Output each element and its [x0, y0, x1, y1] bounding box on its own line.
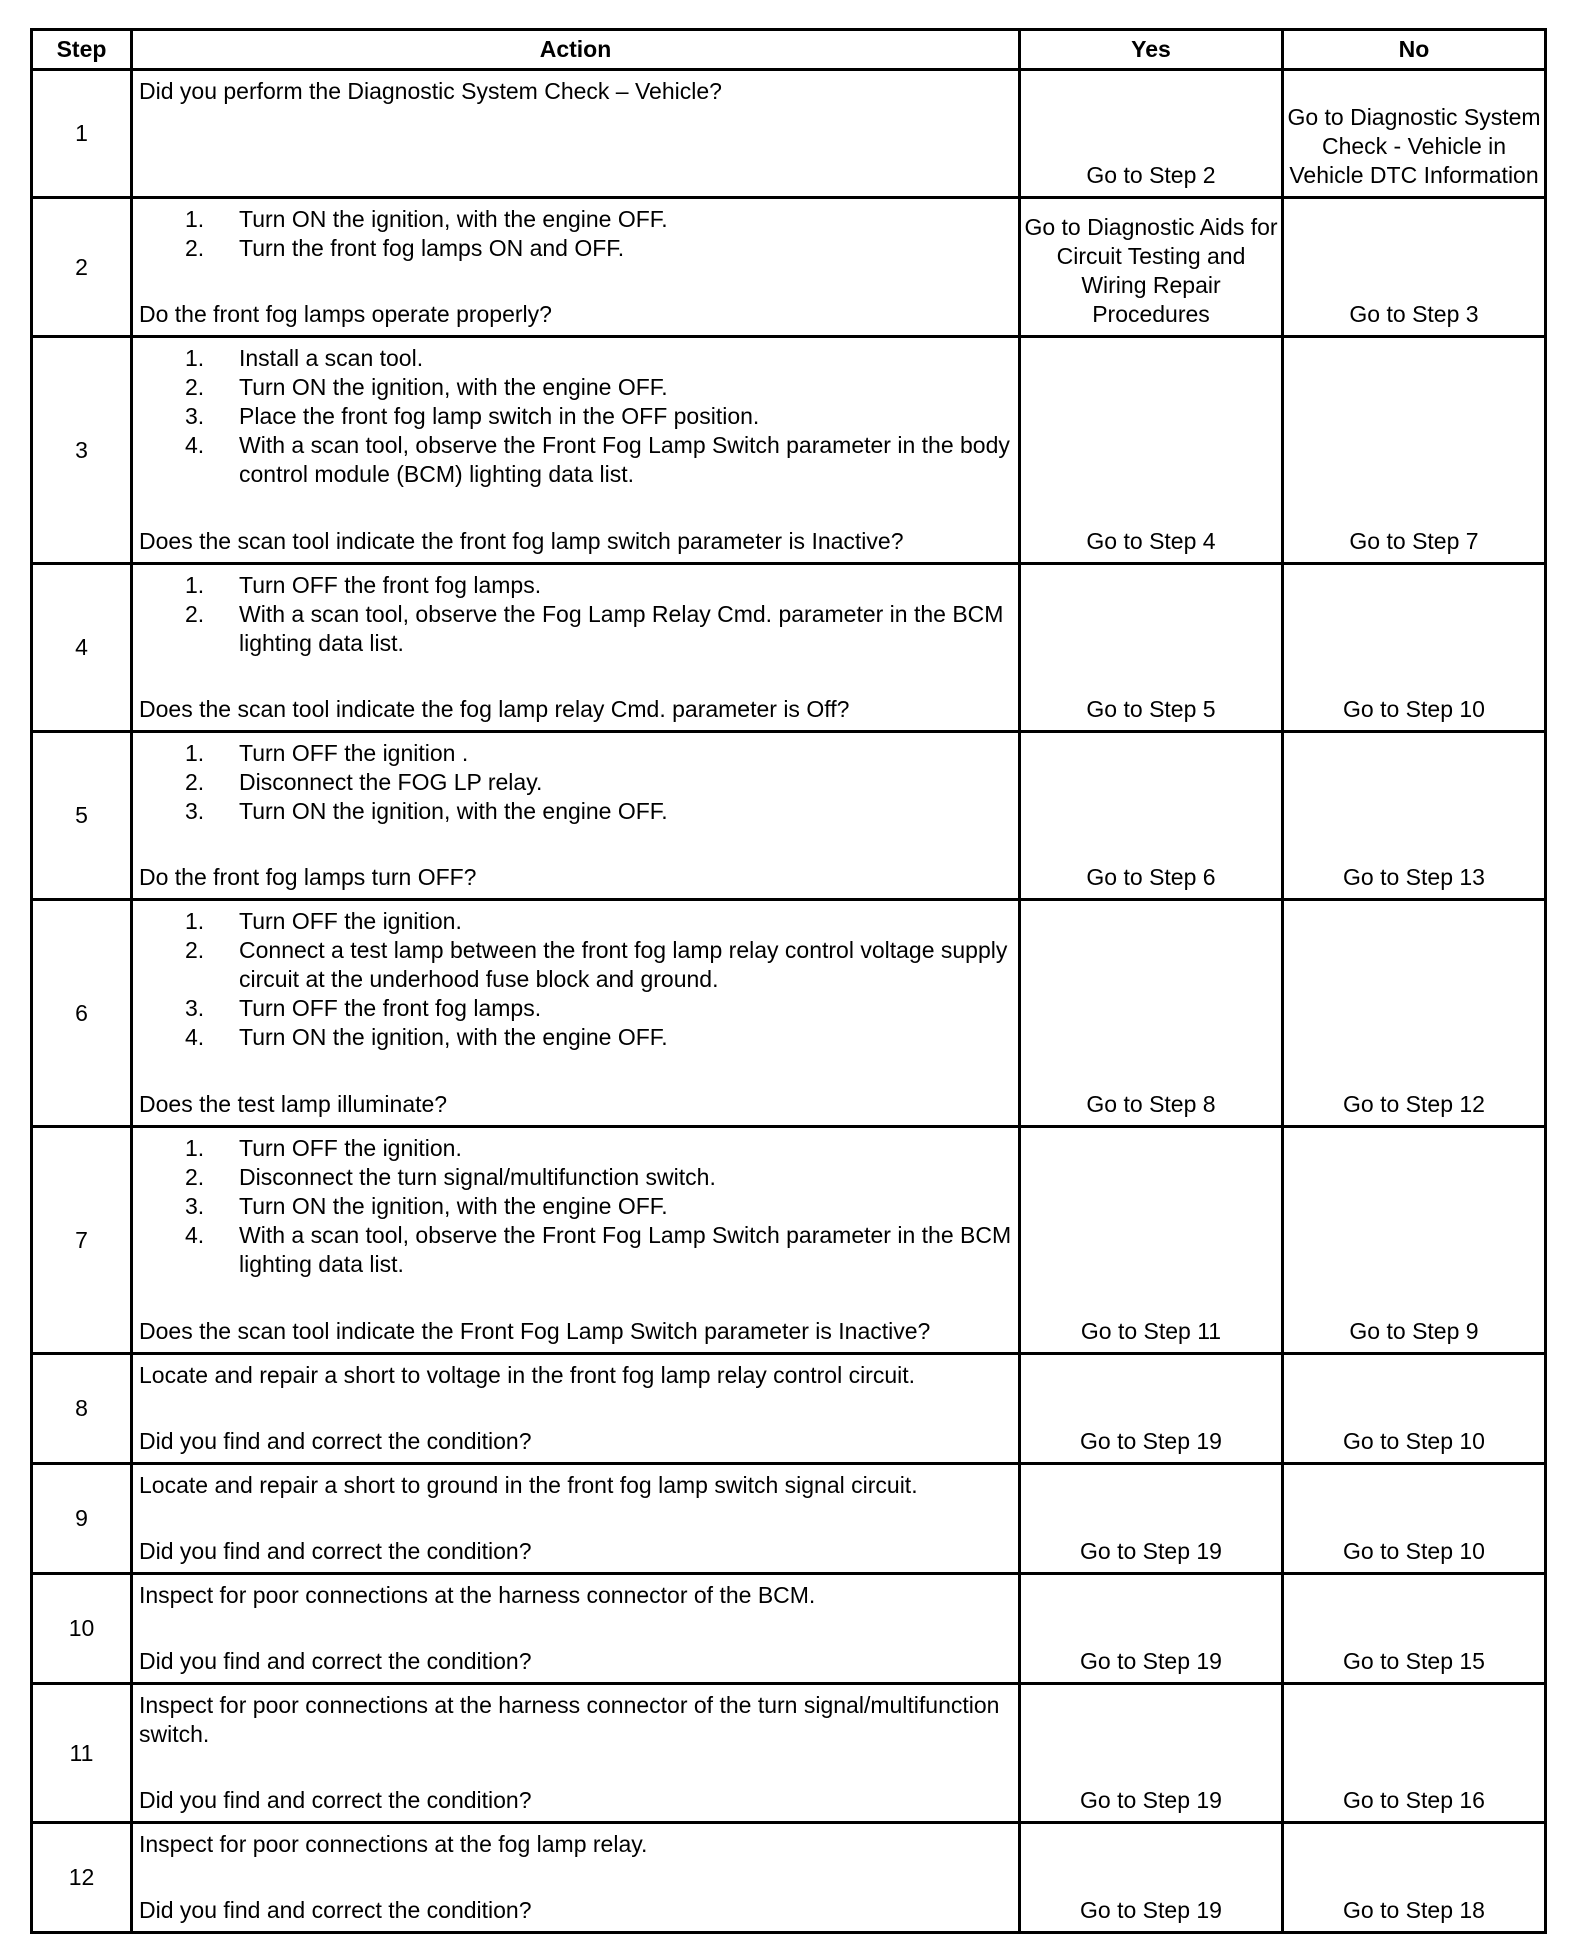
list-item [139, 768, 1012, 797]
action-question: Does the test lamp illuminate? [139, 1091, 448, 1117]
list-item [139, 739, 1012, 768]
list-item-text: Disconnect the turn signal/multifunction switch. [239, 1164, 716, 1190]
list-item-number: 4. [185, 1024, 205, 1050]
step-number: 10 [32, 1574, 132, 1684]
action-cell [132, 564, 1020, 732]
action-question: Do the front fog lamps operate properly? [139, 301, 552, 327]
step-number: 2 [32, 198, 132, 337]
no-result: Go to Step 3 [1283, 198, 1546, 337]
step-number: 6 [32, 900, 132, 1127]
list-item-number: 4. [185, 432, 205, 458]
table-row [32, 1354, 1546, 1464]
yes-result: Go to Step 5 [1020, 564, 1283, 732]
list-item-text: Turn OFF the front fog lamps. [239, 572, 542, 598]
table-row [32, 337, 1546, 564]
action-instruction: Did you perform the Diagnostic System Check – Vehicle? [139, 78, 722, 104]
action-instruction: Inspect for poor connections at the harness connector of the turn signal/multifunction switch. [139, 1692, 1000, 1747]
list-item [139, 907, 1012, 936]
list-item-number: 1. [185, 572, 205, 598]
action-steps-list [139, 344, 1012, 489]
list-item-number: 2. [185, 937, 205, 963]
action-question: Does the scan tool indicate the Front Fog Lamp Switch parameter is Inactive? [139, 1318, 931, 1344]
list-item [139, 234, 1012, 263]
step-number: 7 [32, 1127, 132, 1354]
list-item-number: 3. [185, 798, 205, 824]
list-item-text: Turn OFF the ignition. [239, 1135, 462, 1161]
list-item-text: With a scan tool, observe the Fog Lamp Relay Cmd. parameter in the BCM lighting data list. [239, 601, 1004, 656]
list-item [139, 994, 1012, 1023]
step-number: 4 [32, 564, 132, 732]
yes-result: Go to Step 4 [1020, 337, 1283, 564]
list-item-number: 3. [185, 995, 205, 1021]
list-item-number: 3. [185, 403, 205, 429]
action-steps-list [139, 907, 1012, 1052]
list-item [139, 600, 1012, 658]
action-cell [132, 1127, 1020, 1354]
list-item-number: 1. [185, 345, 205, 371]
list-item [139, 205, 1012, 234]
list-item-number: 2. [185, 1164, 205, 1190]
list-item-number: 2. [185, 601, 205, 627]
list-item-text: Turn ON the ignition, with the engine OFF. [239, 206, 668, 232]
step-number: 9 [32, 1464, 132, 1574]
yes-result: Go to Step 19 [1020, 1684, 1283, 1823]
step-number: 12 [32, 1823, 132, 1933]
yes-result: Go to Diagnostic Aids for Circuit Testing and Wiring Repair Procedures [1020, 198, 1283, 337]
table-row [32, 564, 1546, 732]
header-yes: Yes [1020, 30, 1283, 70]
yes-result: Go to Step 11 [1020, 1127, 1283, 1354]
action-question: Does the scan tool indicate the fog lamp relay Cmd. parameter is Off? [139, 696, 850, 722]
action-question: Did you find and correct the condition? [139, 1897, 532, 1923]
no-result: Go to Step 7 [1283, 337, 1546, 564]
action-cell [132, 1574, 1020, 1684]
list-item-text: Install a scan tool. [239, 345, 424, 371]
list-item-text: Turn OFF the front fog lamps. [239, 995, 542, 1021]
no-result: Go to Step 16 [1283, 1684, 1546, 1823]
action-question: Did you find and correct the condition? [139, 1428, 532, 1454]
step-number: 5 [32, 732, 132, 900]
table-row [32, 70, 1546, 198]
table-row [32, 198, 1546, 337]
list-item-text: Connect a test lamp between the front fog lamp relay control voltage supply circuit at the underhood fuse block and ground. [239, 937, 1008, 992]
list-item [139, 1023, 1012, 1052]
list-item-number: 4. [185, 1222, 205, 1248]
diagnostic-table [30, 28, 1547, 1934]
list-item-number: 1. [185, 908, 205, 934]
action-question: Did you find and correct the condition? [139, 1648, 532, 1674]
action-instruction: Locate and repair a short to ground in the front fog lamp switch signal circuit. [139, 1472, 918, 1498]
header-row [32, 30, 1546, 70]
list-item-number: 2. [185, 235, 205, 261]
no-result: Go to Step 10 [1283, 564, 1546, 732]
list-item [139, 797, 1012, 826]
step-number: 1 [32, 70, 132, 198]
table-row [32, 1574, 1546, 1684]
action-cell [132, 337, 1020, 564]
table-row [32, 1464, 1546, 1574]
list-item-number: 2. [185, 769, 205, 795]
table-row [32, 1127, 1546, 1354]
table-row [32, 732, 1546, 900]
list-item-text: Turn ON the ignition, with the engine OFF. [239, 1024, 668, 1050]
action-cell [132, 900, 1020, 1127]
list-item-text: Turn the front fog lamps ON and OFF. [239, 235, 625, 261]
list-item [139, 402, 1012, 431]
list-item [139, 1221, 1012, 1279]
list-item [139, 1134, 1012, 1163]
list-item-text: Turn ON the ignition, with the engine OFF. [239, 374, 668, 400]
no-result: Go to Step 13 [1283, 732, 1546, 900]
table-row [32, 900, 1546, 1127]
list-item [139, 1192, 1012, 1221]
list-item [139, 1163, 1012, 1192]
action-cell [132, 732, 1020, 900]
step-number: 8 [32, 1354, 132, 1464]
list-item [139, 571, 1012, 600]
no-result: Go to Step 9 [1283, 1127, 1546, 1354]
list-item-number: 3. [185, 1193, 205, 1219]
action-instruction: Inspect for poor connections at the harness connector of the BCM. [139, 1582, 816, 1608]
list-item-text: Turn ON the ignition, with the engine OFF. [239, 798, 668, 824]
action-cell [132, 70, 1020, 198]
action-cell [132, 1464, 1020, 1574]
no-result: Go to Step 18 [1283, 1823, 1546, 1933]
step-number: 3 [32, 337, 132, 564]
list-item-text: With a scan tool, observe the Front Fog Lamp Switch parameter in the body control module (BCM) lighting data list. [239, 432, 1010, 487]
action-question: Do the front fog lamps turn OFF? [139, 864, 477, 890]
yes-result: Go to Step 8 [1020, 900, 1283, 1127]
no-result: Go to Step 15 [1283, 1574, 1546, 1684]
action-steps-list [139, 205, 1012, 263]
list-item-number: 2. [185, 374, 205, 400]
yes-result: Go to Step 19 [1020, 1464, 1283, 1574]
list-item-text: Place the front fog lamp switch in the OFF position. [239, 403, 760, 429]
list-item-text: Turn OFF the ignition . [239, 740, 469, 766]
action-steps-list [139, 739, 1012, 826]
list-item-number: 1. [185, 740, 205, 766]
action-instruction: Inspect for poor connections at the fog lamp relay. [139, 1831, 648, 1857]
list-item-text: With a scan tool, observe the Front Fog Lamp Switch parameter in the BCM lighting data list. [239, 1222, 1012, 1277]
action-steps-list [139, 571, 1012, 658]
yes-result: Go to Step 19 [1020, 1823, 1283, 1933]
action-cell [132, 198, 1020, 337]
list-item [139, 936, 1012, 994]
no-result: Go to Step 10 [1283, 1464, 1546, 1574]
action-steps-list [139, 1134, 1012, 1279]
list-item-number: 1. [185, 1135, 205, 1161]
action-cell [132, 1354, 1020, 1464]
list-item-text: Turn ON the ignition, with the engine OFF. [239, 1193, 668, 1219]
action-cell [132, 1684, 1020, 1823]
header-no: No [1283, 30, 1546, 70]
list-item-text: Turn OFF the ignition. [239, 908, 462, 934]
header-step: Step [32, 30, 132, 70]
table-row [32, 1823, 1546, 1933]
step-number: 11 [32, 1684, 132, 1823]
list-item-number: 1. [185, 206, 205, 232]
header-action: Action [132, 30, 1020, 70]
action-question: Did you find and correct the condition? [139, 1538, 532, 1564]
yes-result: Go to Step 19 [1020, 1574, 1283, 1684]
yes-result: Go to Step 6 [1020, 732, 1283, 900]
list-item [139, 373, 1012, 402]
action-cell [132, 1823, 1020, 1933]
action-instruction: Locate and repair a short to voltage in the front fog lamp relay control circuit. [139, 1362, 916, 1388]
no-result: Go to Diagnostic System Check - Vehicle in Vehicle DTC Information [1283, 70, 1546, 198]
list-item-text: Disconnect the FOG LP relay. [239, 769, 543, 795]
action-question: Does the scan tool indicate the front fog lamp switch parameter is Inactive? [139, 528, 904, 554]
yes-result: Go to Step 19 [1020, 1354, 1283, 1464]
list-item [139, 344, 1012, 373]
no-result: Go to Step 10 [1283, 1354, 1546, 1464]
yes-result: Go to Step 2 [1020, 70, 1283, 198]
list-item [139, 431, 1012, 489]
action-question: Did you find and correct the condition? [139, 1787, 532, 1813]
no-result: Go to Step 12 [1283, 900, 1546, 1127]
table-row [32, 1684, 1546, 1823]
